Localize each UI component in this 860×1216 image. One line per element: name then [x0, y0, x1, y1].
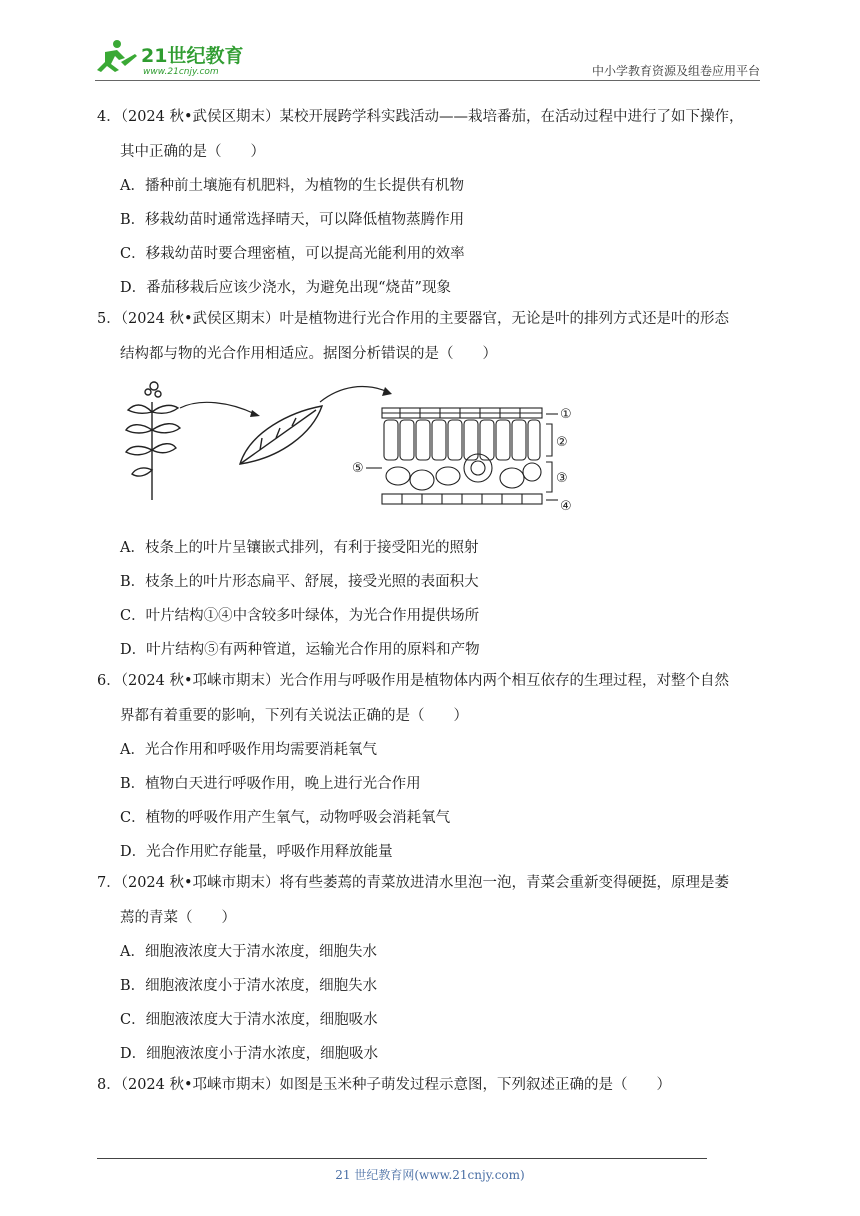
figure-label-2: ②	[556, 435, 568, 450]
site-logo	[95, 38, 255, 78]
logo-url: www.21cnjy.com	[143, 67, 219, 77]
leaf-structure-figure	[120, 372, 580, 520]
question-6	[97, 664, 767, 698]
question-stem: （2024 秋•邛崃市期末）将有些萎蔫的青菜放进清水里泡一泡，青菜会重新变得硬挺，原理是萎	[120, 875, 730, 891]
option-a: A．枝条上的叶片呈镶嵌式排列，有利于接受阳光的照射	[120, 540, 479, 556]
question-stem-cont: 结构都与物的光合作用相适应。据图分析错误的是（ ）	[120, 346, 497, 362]
option-b: B．移栽幼苗时通常选择晴天，可以降低植物蒸腾作用	[120, 212, 465, 228]
page-footer: 21 世纪教育网(www.21cnjy.com)	[335, 1168, 525, 1182]
question-7	[97, 866, 767, 900]
option-b: B．植物白天进行呼吸作用，晚上进行光合作用	[120, 776, 421, 792]
leaf-cross-section	[366, 408, 558, 504]
question-stem: （2024 秋•邛崃市期末）光合作用与呼吸作用是植物体内两个相互依存的生理过程，对整个自然	[120, 673, 730, 689]
question-number: 4．	[97, 109, 121, 125]
option-c: C．细胞液浓度大于清水浓度，细胞吸水	[120, 1012, 378, 1028]
page-header	[95, 30, 760, 80]
question-stem: （2024 秋•武侯区期末）某校开展跨学科实践活动——栽培番茄，在活动过程中进行了如下操作，	[120, 109, 744, 125]
figure-label-5: ⑤	[352, 461, 364, 476]
figure-label-3: ③	[556, 471, 568, 486]
question-stem: （2024 秋•武侯区期末）叶是植物进行光合作用的主要器官，无论是叶的排列方式还是叶的形态	[120, 311, 730, 327]
question-number: 8．	[97, 1077, 121, 1093]
figure-label-4: ④	[560, 499, 572, 514]
option-b: B．细胞液浓度小于清水浓度，细胞失水	[120, 978, 378, 994]
question-stem-cont: 蔫的青菜（ ）	[120, 910, 236, 926]
question-number: 7．	[97, 875, 121, 891]
question-stem-cont: 其中正确的是（ ）	[120, 144, 265, 160]
question-5	[97, 302, 767, 336]
option-c: C．移栽幼苗时要合理密植，可以提高光能利用的效率	[120, 246, 465, 262]
figure-label-1: ①	[560, 407, 572, 422]
option-d: D．番茄移栽后应该少浇水，为避免出现“烧苗”现象	[120, 280, 451, 296]
footer-divider	[97, 1158, 707, 1159]
option-c: C．植物的呼吸作用产生氧气，动物呼吸会消耗氧气	[120, 810, 451, 826]
option-d: D．细胞液浓度小于清水浓度，细胞吸水	[120, 1046, 379, 1062]
option-a: A．光合作用和呼吸作用均需要消耗氧气	[120, 742, 377, 758]
option-d: D．光合作用贮存能量，呼吸作用释放能量	[120, 844, 393, 860]
question-number: 6．	[97, 673, 121, 689]
question-8	[97, 1068, 767, 1102]
option-d: D．叶片结构⑤有两种管道，运输光合作用的原料和产物	[120, 642, 480, 658]
option-b: B．枝条上的叶片形态扁平、舒展，接受光照的表面积大	[120, 574, 479, 590]
question-stem-cont: 界都有着重要的影响，下列有关说法正确的是（ ）	[120, 708, 468, 724]
plant-branch-drawing	[126, 382, 180, 500]
question-stem: （2024 秋•邛崃市期末）如图是玉米种子萌发过程示意图，下列叙述正确的是（ ）	[120, 1077, 672, 1093]
option-a: A．播种前土壤施有机肥料，为植物的生长提供有机物	[120, 178, 464, 194]
question-4	[97, 100, 767, 134]
header-divider	[95, 80, 760, 81]
option-a: A．细胞液浓度大于清水浓度，细胞失水	[120, 944, 377, 960]
option-c: C．叶片结构①④中含较多叶绿体，为光合作用提供场所	[120, 608, 480, 624]
question-number: 5．	[97, 311, 121, 327]
platform-name: 中小学教育资源及组卷应用平台	[591, 64, 760, 78]
logo-text: 21世纪教育	[141, 45, 244, 67]
